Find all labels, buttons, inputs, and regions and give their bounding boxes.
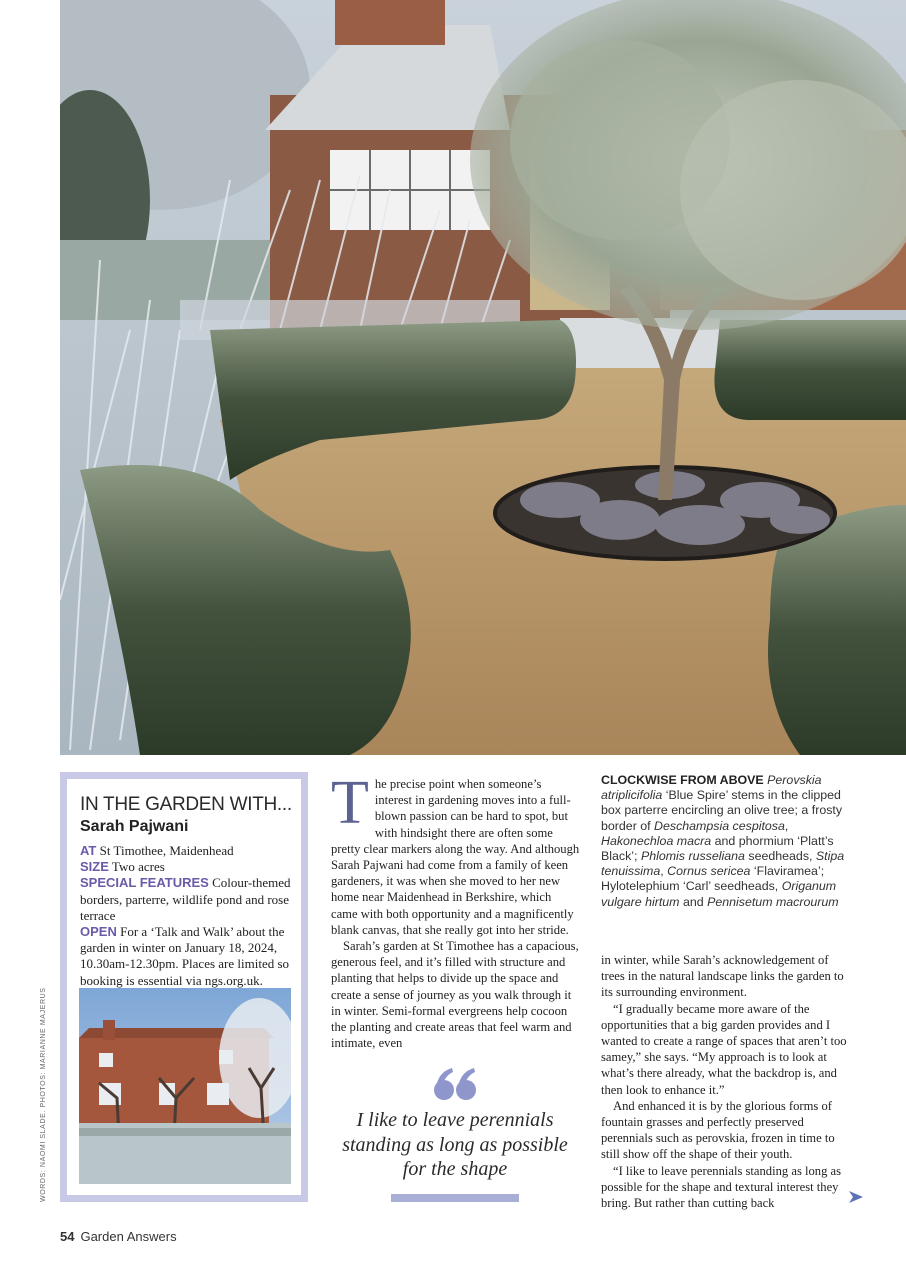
- magazine-name: Garden Answers: [80, 1229, 177, 1244]
- owner-name: Sarah Pajwani: [80, 818, 189, 835]
- open-label: OPEN: [80, 924, 117, 940]
- at-label: AT: [80, 843, 97, 858]
- hero-photo: [60, 0, 906, 755]
- article-paragraph-4: “I gradually became more aware of the opportunities that a big garden provides and I wanted to create a range of spaces that aren’t too samey,” she says. “My approach is to look at what’s there already, what the backdrop is, and then look to enhance it.”: [601, 1001, 847, 1097]
- info-box-heading: IN THE GARDEN WITH...: [80, 794, 292, 815]
- open-value: For a ‘Talk and Walk’ about the garden in winter on January 18, 2024, 10.30am-12.30pm. Places are limited so booking is essential via ngs.org.uk.: [80, 924, 290, 988]
- size-label: SIZE: [80, 859, 109, 875]
- drop-cap: T: [331, 769, 369, 837]
- continue-arrow-icon: [849, 1191, 863, 1203]
- article-column-2: [601, 952, 853, 1211]
- at-value: St Timothee, Maidenhead: [99, 843, 234, 858]
- house-photo: [79, 988, 291, 1184]
- features-value: Colour-themed borders, parterre, wildlife pond and rose terrace: [80, 875, 291, 923]
- features-label: SPECIAL FEATURES: [80, 875, 209, 891]
- page-number: 54: [60, 1229, 75, 1244]
- photo-credit: WORDS: NAOMI SLADE. PHOTOS: MARIANNE MAJERUS: [40, 987, 47, 1202]
- pull-quote: I like to leave perennials standing as long as possible for the shape: [342, 1109, 568, 1180]
- article-paragraph-3: in winter, while Sarah’s acknowledgement of trees in the natural landscape links the garden to its surrounding environment.: [601, 953, 844, 1000]
- article-paragraph-1: The precise point when someone’s interest in gardening moves into a full-blown passion can be hard to spot, but with hindsight there are often some pretty clear markers along the way. And although Sarah Pajwani had come from a family of keen gardeners, it was when she moved to her new home near Maidenhead in Berkshire, which came with both opportunity and a magnificently blank canvas, that she really got into her stride.: [331, 769, 580, 937]
- frosty-house-illustration: [79, 988, 291, 1184]
- article-column-1: [331, 769, 581, 1051]
- quote-mark-icon: [434, 1068, 478, 1102]
- article-paragraph-5: And enhanced it is by the glorious forms of fountain grasses and perfectly preserved perennials such as perovskia, frozen in time to still show off the shape of their youth.: [601, 1098, 835, 1162]
- frosted-garden-illustration: [60, 0, 906, 755]
- pull-quote-bar: [391, 1194, 519, 1202]
- article-paragraph-6: “I like to leave perennials standing as long as possible for the shape and textural interest they bring. But rather than cutting back: [601, 1163, 842, 1211]
- page-footer: [60, 1229, 177, 1244]
- info-box: [60, 772, 308, 1202]
- garden-details: [80, 843, 298, 989]
- size-value: Two acres: [111, 859, 165, 875]
- caption-heading: CLOCKWISE FROM ABOVE: [601, 773, 764, 787]
- article-paragraph-2: Sarah’s garden at St Timothee has a capacious, generous feel, and it’s filled with structure and planting that helps to divide up the space and create a sense of journey as you walk through it in winter. Semi-formal evergreens help cocoon the planting and create areas that feel warm and intimate, even: [331, 939, 579, 1051]
- photo-caption: CLOCKWISE FROM ABOVE Perovskia atriplicifolia ‘Blue Spire’ stems in the clipped box parterre encircling an olive tree; a frosty border of Deschampsia cespitosa, Hakonechloa macra and phormium ‘Platt’s Black’; Phlomis russeliana seedheads, Stipa tenuissima, Cornus sericea ‘Flaviramea’; Hylotelephium ‘Carl’ seedheads, Origanum vulgare hirtum and Pennisetum macrourum: [601, 773, 845, 909]
